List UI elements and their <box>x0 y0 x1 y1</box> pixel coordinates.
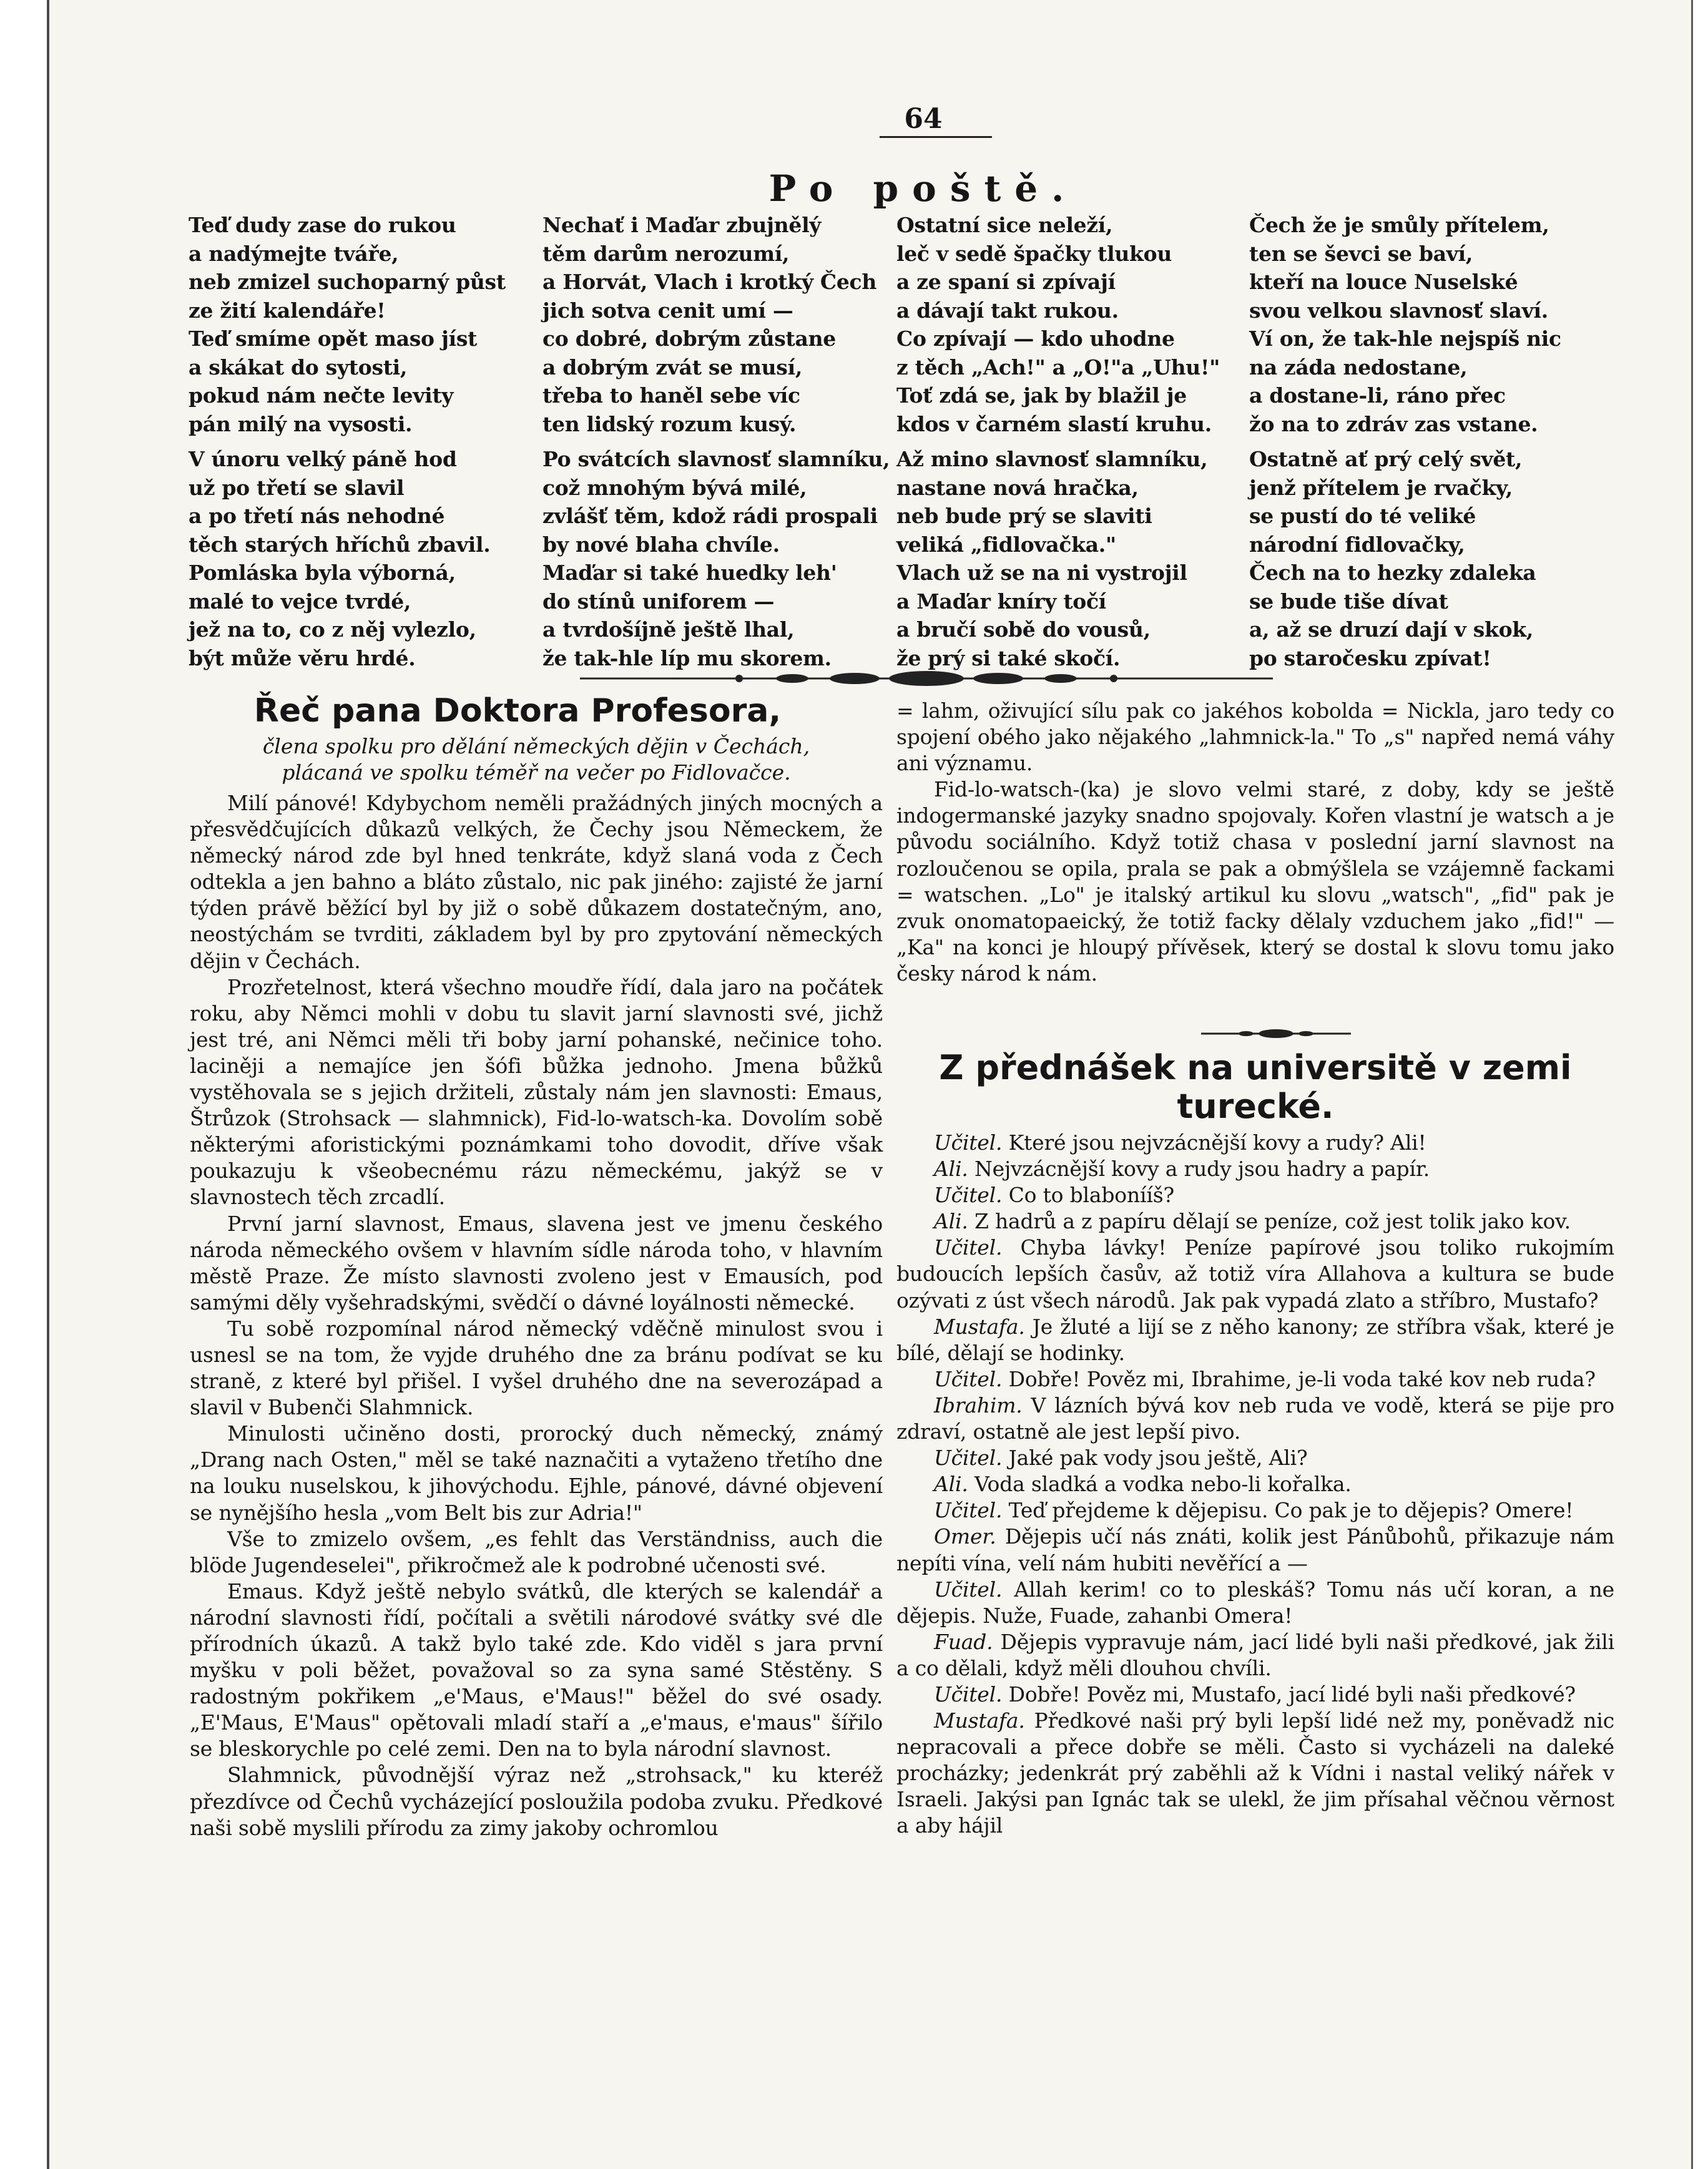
speaker: Ibrahim. <box>934 1393 1023 1417</box>
poem-column-3 <box>896 211 1237 679</box>
speaker: Učitel. <box>934 1130 1003 1155</box>
poem-line: a skákat do sytosti, <box>189 355 408 379</box>
poem-line: ze žití kalendáře! <box>189 298 386 323</box>
speech: Dobře! Pověz mi, Ibrahime, je-li voda také kov neb ruda? <box>1008 1366 1596 1391</box>
poem-line: národní fidlovačky, <box>1249 532 1465 557</box>
poem-line: Toť zdá se, jak by blažil je <box>896 383 1187 408</box>
poem-line: Vlach už se na ni vystrojil <box>896 561 1187 585</box>
article-title: turecké. <box>1177 1087 1334 1126</box>
dialogue-line <box>896 1366 1614 1393</box>
speech: Nejvzácnější kovy a rudy jsou hadry a papír. <box>974 1157 1430 1182</box>
speech: Dějepis vypravuje nám, jací lidé byli naši předkové, jak žili a co dělali, když měli dlouhou chvíli. <box>896 1629 1615 1680</box>
poem-line: a po třetí nás nehodné <box>189 504 445 528</box>
poem-line: být může věru hrdé. <box>189 645 416 670</box>
speech: Allah kerim! co to pleskáš? Tomu nás učí koran, a ne dějepis. Nuže, Fuade, zahanbi Omera! <box>896 1577 1614 1628</box>
speech: V lázních bývá kov neb ruda ve vodě, která se pije pro zdraví, ostatně ale jest lepší pivo. <box>896 1393 1615 1444</box>
poem-line: z těch „Ach!" a „O!"a „Uhu!" <box>896 355 1220 379</box>
speaker: Mustafa. <box>934 1314 1025 1339</box>
dialogue-line <box>896 1629 1614 1682</box>
speaker: Učitel. <box>934 1577 1003 1602</box>
speaker: Učitel. <box>934 1682 1003 1706</box>
poem-line: ten se ševci se baví, <box>1249 241 1473 266</box>
poem-line: těch starých hříchů zbavil. <box>189 532 491 557</box>
dialogue-line <box>896 1497 1614 1524</box>
speaker: Ali. <box>934 1472 968 1497</box>
poem-line: Až mino slavnosť slamníku, <box>896 447 1208 471</box>
dialogue-line <box>896 1235 1614 1313</box>
poem-line: že tak-hle líp mu skorem. <box>542 645 832 670</box>
poem-line: a dobrým zvát se musí, <box>542 355 803 379</box>
section-title: Po poště. <box>768 167 1078 210</box>
poem-line: kteří na louce Nuselské <box>1249 270 1518 294</box>
speech: Které jsou nejvzácnější kovy a rudy? Ali! <box>1008 1130 1426 1155</box>
poem-line: Pomláska byla výborná, <box>189 561 456 585</box>
speaker: Ali. <box>934 1209 968 1234</box>
poem-line: neb bude prý se slaviti <box>896 504 1152 528</box>
poem-stanza <box>189 445 529 672</box>
poem-line: neb zmizel suchoparný půst <box>189 270 506 294</box>
ornament-rule <box>1201 1028 1351 1039</box>
poem-line: už po třetí se slavil <box>189 475 405 500</box>
poem-line: a dostane-li, ráno přec <box>1249 383 1506 408</box>
paragraph: Fid-lo-watsch-(ka) je slovo velmi staré, z doby, kdy se ještě indogermanské jazyky snadno spojovaly. Kořen vlastní je watsch a je původu sociálního. Když totiž chasa v poslední jarní slavnost na rozloučenou se opila, prala se pak a obmýšlela se vzájemně fackami = watschen. „Lo" je italský artikul ku slovu „watsch", „fid" pak je zvuk onomatopaeický, že totiž facky dělaly vzduchem jako „fid!" — „Ka" na konci je hloupý přívěsek, který se dostal k slovu tomu jako česky národ k nám. <box>896 777 1614 986</box>
poem-line: žo na to zdráv zas vstane. <box>1249 411 1538 436</box>
poem-line: a, až se druzí dají v skok, <box>1249 617 1534 642</box>
dialogue-line <box>896 1445 1614 1471</box>
article-subtitle: člena spolku pro dělání německých dějin v Čechách, <box>262 734 810 758</box>
speech: Jaké pak vody jsou ještě, Ali? <box>1008 1446 1308 1471</box>
poem-line: Čech že je smůly přítelem, <box>1249 213 1549 237</box>
poem-line: kdos v čarném slastí kruhu. <box>896 411 1212 436</box>
dialogue-line <box>896 1208 1614 1235</box>
poem-line: Nechať i Maďar zbujnělý <box>542 213 822 237</box>
paragraph: Tu sobě rozpomínal národ německý vděčně minulost svou i usnesl se na tom, že vyjde druhého dne za bránu podívat se ku straně, z které byl přišel. I vyšel druhého dne na severozápad a slavil v Bubenči Slahmnick. <box>190 1316 883 1420</box>
article-body-left <box>190 790 883 1841</box>
poem-line: se bude tiše dívat <box>1249 589 1448 614</box>
paragraph: První jarní slavnost, Emaus, slavena jest ve jmenu českého národa německého ovšem v hlavním sídle národa toho, v hlavním městě Praze. Že místo slavnosti zvoleno jest v Emausích, pod samými děly vyšehradskými, svědčí o dávné loyálnosti německé. <box>190 1211 883 1315</box>
page-number: 64 <box>904 103 943 135</box>
poem-stanza <box>896 445 1237 672</box>
speaker: Ali. <box>934 1157 968 1182</box>
poem-line: Ostatně ať prý celý svět, <box>1249 447 1523 471</box>
poem-stanza <box>542 445 890 672</box>
speech: Předkové naši prý byli lepší lidé než my, poněvadž nic nepracovali a přece dobře se měli. Často si vycházeli na daleké procházky; jedenkrát prý zaběhli až k Vídni i nastal veliký nářek v Israeli. Jakýsi pan Ignác tak se ulekl, že jim přísahal věčnou věrnost a aby hájil <box>896 1708 1614 1838</box>
speaker: Učitel. <box>934 1498 1003 1523</box>
dialogue-body <box>896 1130 1614 1839</box>
poem-line: a dávají takt rukou. <box>896 298 1119 323</box>
article-body-right <box>896 698 1614 987</box>
speech: Z hadrů a z papíru dělají se peníze, což jest tolik jako kov. <box>974 1209 1571 1234</box>
paragraph: Vše to zmizelo ovšem, „es fehlt das Verständniss, auch die blöde Jugendeselei", přikročmež ale k podrobné učenosti své. <box>190 1526 883 1577</box>
poem-column-1 <box>189 211 529 679</box>
speaker: Učitel. <box>934 1235 1003 1260</box>
speaker: Učitel. <box>934 1446 1003 1471</box>
poem-line: což mnohým bývá milé, <box>542 475 807 500</box>
poem-line: Ví on, že tak-hle nejspíš nic <box>1249 326 1561 351</box>
poem-line: Po svátcích slavnosť slamníku, <box>542 447 890 471</box>
poem-line: po staročesku zpívat! <box>1249 645 1491 670</box>
poem-line: malé to vejce tvrdé, <box>189 589 411 614</box>
poem-stanza <box>1249 445 1589 672</box>
speech: Co to blabonííš? <box>1008 1183 1174 1208</box>
poem-line: se pustí do té veliké <box>1249 504 1476 528</box>
paragraph: Milí pánové! Kdybychom neměli pražádných jiných mocných a přesvědčujících důkazů velkých, že Čechy jsou Německem, že německý národ zde byl hned tenkráte, když slaná voda z Čech odtekla a jen bahno a bláto zůstalo, nic pak jiného: zajisté že jarní týden právě běžící byl by již o sobě důkazem dostatečným, ano, neostýchám se tvrditi, základem byl by pro zpytování německých dějin v Čechách. <box>190 791 883 973</box>
speech: Dobře! Pověz mi, Mustafo, jací lidé byli naši předkové? <box>1008 1682 1576 1706</box>
poem-line: a bručí sobě do vousů, <box>896 617 1151 642</box>
poem-line: pokud nám nečte levity <box>189 383 454 408</box>
paragraph: Prozřetelnost, která všechno moudře řídí, dala jaro na počátek roku, aby Němci mohli v dobu tu slavit jarní slavnosti své, jichž jest tré, ani Němci měli tři boby jarní pohanské, nečinice toho. laciněji a nemajíce jen šófi bůžka jednoho. Jmena bůžků vystěhovala se s jejich držiteli, zůstaly nám jen slavnosti: Emaus, Štrůzok (Strohsack — slahmnick), Fid-lo-watsch-ka. Dovolím sobě některými aforistickými poznámkami toho dovodit, dříve však poukazuju k všeobecnému rázu německému, jakýž se v slavnostech těch zrcadlí. <box>190 974 883 1210</box>
poem-line: nastane nová hračka, <box>896 475 1139 500</box>
poem-line: co dobré, dobrým zůstane <box>542 326 836 351</box>
speaker: Učitel. <box>934 1183 1003 1208</box>
paragraph: Slahmnick, původnější výraz než „strohsack," ku kteréž přezdívce od Čechů vycházející posloužila podoba zvuku. Předkové naši sobě myslili přírodu za zimy jakoby ochromlou <box>190 1763 883 1840</box>
speech: Voda sladká a vodka nebo-li kořalka. <box>974 1472 1352 1497</box>
dialogue-line <box>896 1393 1614 1445</box>
dialogue-line <box>896 1682 1614 1708</box>
poem-stanza <box>896 211 1237 438</box>
speaker: Mustafa. <box>934 1708 1025 1733</box>
poem-line: a Horvát, Vlach i krotký Čech <box>542 270 877 294</box>
poem-line: svou velkou slavnosť slaví. <box>1249 298 1548 323</box>
poem-line: a tvrdošíjně ještě lhal, <box>542 617 795 642</box>
poem-line: a Maďar kníry točí <box>896 589 1107 614</box>
speech: Teď přejdeme k dějepisu. Co pak je to dějepis? Omere! <box>1008 1498 1574 1523</box>
page-number-rule <box>880 136 992 138</box>
poem-stanza <box>189 211 529 438</box>
poem-line: jež na to, co z něj vylezlo, <box>189 617 476 642</box>
poem-column-2 <box>542 211 890 679</box>
poem-line: V únoru velký páně hod <box>189 447 457 471</box>
article-title: Z přednášek na universitě v zemi <box>939 1048 1572 1087</box>
poem-line: veliká „fidlovačka." <box>896 532 1116 557</box>
dialogue-line <box>896 1524 1614 1576</box>
speaker: Omer. <box>934 1524 996 1549</box>
speech: Je žluté a lijí se z něho kanony; ze stříbra však, které je bílé, dělají se hodinky. <box>896 1314 1615 1365</box>
article-subtitle: plácaná ve spolku téměř na večer po Fidlovačce. <box>282 760 791 785</box>
poem-line: těm darům nerozumí, <box>542 241 790 266</box>
poem-line: Maďar si také huedky leh' <box>542 561 837 585</box>
poem-line: Ostatní sice neleží, <box>896 213 1113 237</box>
poem-line: Teď dudy zase do rukou <box>189 213 456 237</box>
poem-line: Čech na to hezky zdaleka <box>1249 561 1536 585</box>
dialogue-line <box>896 1130 1614 1156</box>
poem-line: do stínů uniforem — <box>542 589 775 614</box>
dialogue-line <box>896 1314 1614 1366</box>
dialogue-line <box>896 1471 1614 1497</box>
poem-line: a ze spaní si zpívají <box>896 270 1116 294</box>
poem-column-4 <box>1249 211 1589 679</box>
poem-line: by nové blaha chvíle. <box>542 532 780 557</box>
newspaper-page <box>47 0 1693 2169</box>
poem-line: jenž přítelem je rvačky, <box>1249 475 1513 500</box>
speech: Dějepis učí nás znáti, kolik jest Pánůbohů, přikazuje nám nepíti vína, velí nám hubiti nevěřící a — <box>896 1524 1614 1575</box>
poem-line: že prý si také skočí. <box>896 645 1121 670</box>
dialogue-line <box>896 1577 1614 1629</box>
article-title: Řeč pana Doktora Profesora, <box>253 692 782 730</box>
speaker: Učitel. <box>934 1366 1003 1391</box>
dialogue-line <box>896 1182 1614 1208</box>
poem-stanza <box>542 211 883 438</box>
poem-line: jich sotva cenit umí — <box>542 298 793 323</box>
poem-line: leč v sedě špačky tlukou <box>896 241 1172 266</box>
speaker: Fuad. <box>934 1629 993 1654</box>
poem-line: zvlášť těm, kdož rádi prospali <box>542 504 878 528</box>
ornament-divider <box>580 668 1273 689</box>
dialogue-line <box>896 1156 1614 1182</box>
paragraph: Minulosti učiněno dosti, prorocký duch německý, známý „Drang nach Osten," měl se také naznačiti a vytaženo třetího dne na louku nuselskou, k jihovýchodu. Ejhle, pánové, dávné objevení se nynějšího hesla „vom Belt bis zur Adria!" <box>190 1421 883 1525</box>
poem-line: na záda nedostane, <box>1249 355 1468 379</box>
paragraph: Emaus. Když ještě nebylo svátků, dle kterých se kalendář a národní slavnosti řídí, počítali a světili národové svátky své dle přírodních úkazů. A takž bylo také zde. Kdo viděl s jara první myšku v poli běžet, považoval so za syna samé Stěstěny. S radostným pokřikem „e'Maus, e'Maus!" běžel do své osady. „E'Maus, E'Maus" opětovali mladí staří a „e'maus, e'maus" šířilo se bleskorychle po celé zemi. Den na to byla národní slavnost. <box>190 1579 883 1761</box>
dialogue-line <box>896 1708 1614 1839</box>
poem-line: ten lidský rozum kusý. <box>542 411 797 436</box>
poem-line: a nadýmejte tváře, <box>189 241 399 266</box>
poem-line: Teď smíme opět maso jíst <box>189 326 478 351</box>
poem-line: třeba to haněl sebe víc <box>542 383 800 408</box>
poem-line: Co zpívají — kdo uhodne <box>896 326 1175 351</box>
poem-line: pán milý na vysosti. <box>189 411 413 436</box>
paragraph: = lahm, oživující sílu pak co jakéhos kobolda = Nickla, jaro tedy co spojení obého jako nějakého „lahmnick-la." To „s" napřed nemá váhy ani významu. <box>896 698 1614 776</box>
speech: Chyba lávky! Peníze papírové jsou toliko rukojmím budoucích lepších časův, až totiž víra Allahova a kultura se bude ozývati z úst všech národů. Jak pak vypadá zlato a stříbro, Mustafo? <box>896 1235 1615 1313</box>
poem-stanza <box>1249 211 1589 438</box>
